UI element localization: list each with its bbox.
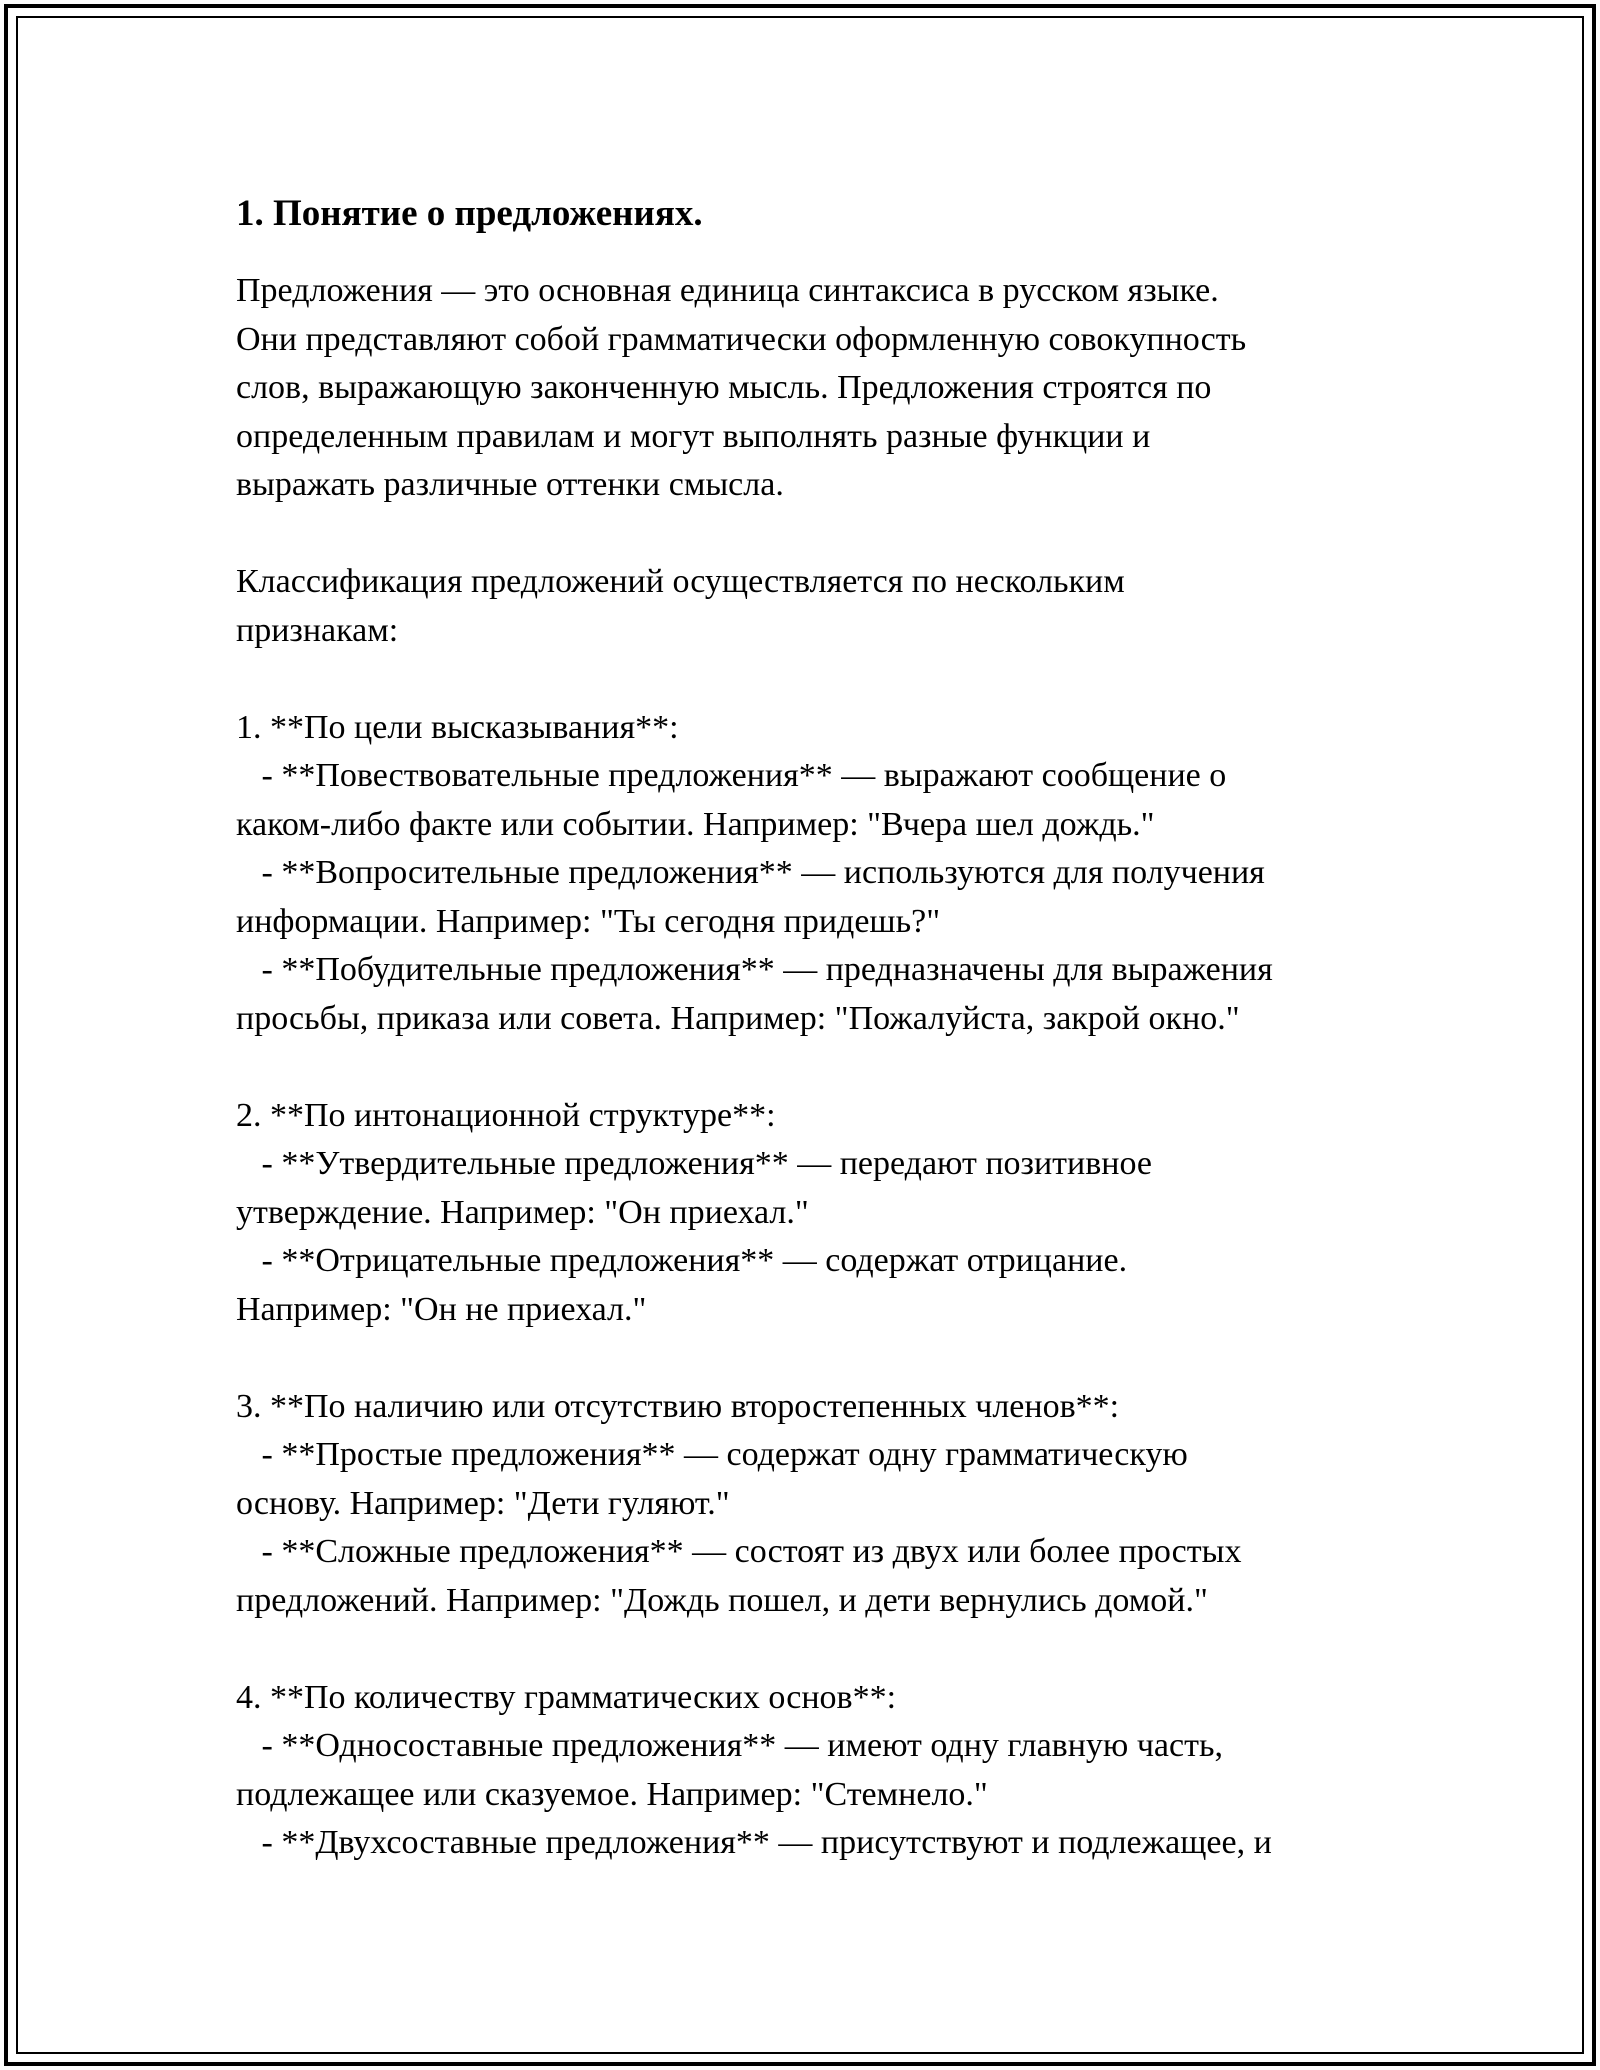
list-item-line: каком-либо факте или событии. Например: "Вчера шел дождь."	[236, 805, 1155, 843]
list-item-line: утверждение. Например: "Он приехал."	[236, 1193, 809, 1231]
paragraph-spacer	[236, 1043, 1416, 1092]
text-line: Классификация предложений осуществляется по нескольким	[236, 563, 1125, 600]
list-item-line: - **Сложные предложения** — состоят из двух или более простых	[236, 1533, 1242, 1570]
list-item-line: подлежащее или сказуемое. Например: "Стемнело."	[236, 1775, 988, 1813]
paragraph-spacer	[236, 1334, 1416, 1383]
paragraph-spacer	[236, 655, 1416, 704]
text-line: признакам:	[236, 611, 399, 649]
section-heading: 2. **По интонационной структуре**:	[236, 1096, 776, 1134]
text-line: Они представляют собой грамматически оформленную совокупность	[236, 320, 1247, 358]
list-item-line: - **Побудительные предложения** — предназначены для выражения	[236, 951, 1273, 988]
list-item-line: информации. Например: "Ты сегодня придешь?"	[236, 902, 941, 940]
list-item-line: предложений. Например: "Дождь пошел, и дети вернулись домой."	[236, 1581, 1208, 1619]
list-item-line: Например: "Он не приехал."	[236, 1290, 647, 1328]
page-title: 1. Понятие о предложениях.	[236, 193, 703, 234]
list-item-line: - **Утвердительные предложения** — передают позитивное	[236, 1145, 1152, 1182]
list-item-line: - **Простые предложения** — содержат одну грамматическую	[236, 1436, 1188, 1473]
section-secondary-members	[236, 1383, 1416, 1626]
paragraph-spacer	[236, 510, 1416, 559]
list-item-line: - **Односоставные предложения** — имеют одну главную часть,	[236, 1727, 1223, 1764]
intro-paragraph	[236, 267, 1416, 510]
section-grammatical-bases	[236, 1674, 1416, 1868]
list-item-line: - **Двухсоставные предложения** — присутствуют и подлежащее, и	[236, 1824, 1272, 1861]
section-heading: 1. **По цели высказывания**:	[236, 708, 679, 746]
section-heading: 4. **По количеству грамматических основ**:	[236, 1678, 897, 1716]
list-item-line: основу. Например: "Дети гуляют."	[236, 1484, 730, 1522]
classification-paragraph	[236, 558, 1416, 655]
document-body	[236, 185, 1416, 1868]
text-line: слов, выражающую законченную мысль. Предложения строятся по	[236, 369, 1212, 406]
section-intonation	[236, 1092, 1416, 1335]
paragraph-spacer	[236, 1625, 1416, 1674]
list-item-line: - **Повествовательные предложения** — выражают сообщение о	[236, 757, 1227, 794]
text-line: Предложения — это основная единица синтаксиса в русском языке.	[236, 272, 1219, 309]
section-purpose	[236, 704, 1416, 1044]
text-line: выражать различные оттенки смысла.	[236, 466, 784, 503]
list-item-line: - **Отрицательные предложения** — содержат отрицание.	[236, 1242, 1128, 1279]
list-item-line: - **Вопросительные предложения** — используются для получения	[236, 854, 1265, 891]
section-heading: 3. **По наличию или отсутствию второстепенных членов**:	[236, 1387, 1120, 1425]
list-item-line: просьбы, приказа или совета. Например: "Пожалуйста, закрой окно."	[236, 999, 1240, 1037]
text-line: определенным правилам и могут выполнять разные функции и	[236, 417, 1151, 455]
